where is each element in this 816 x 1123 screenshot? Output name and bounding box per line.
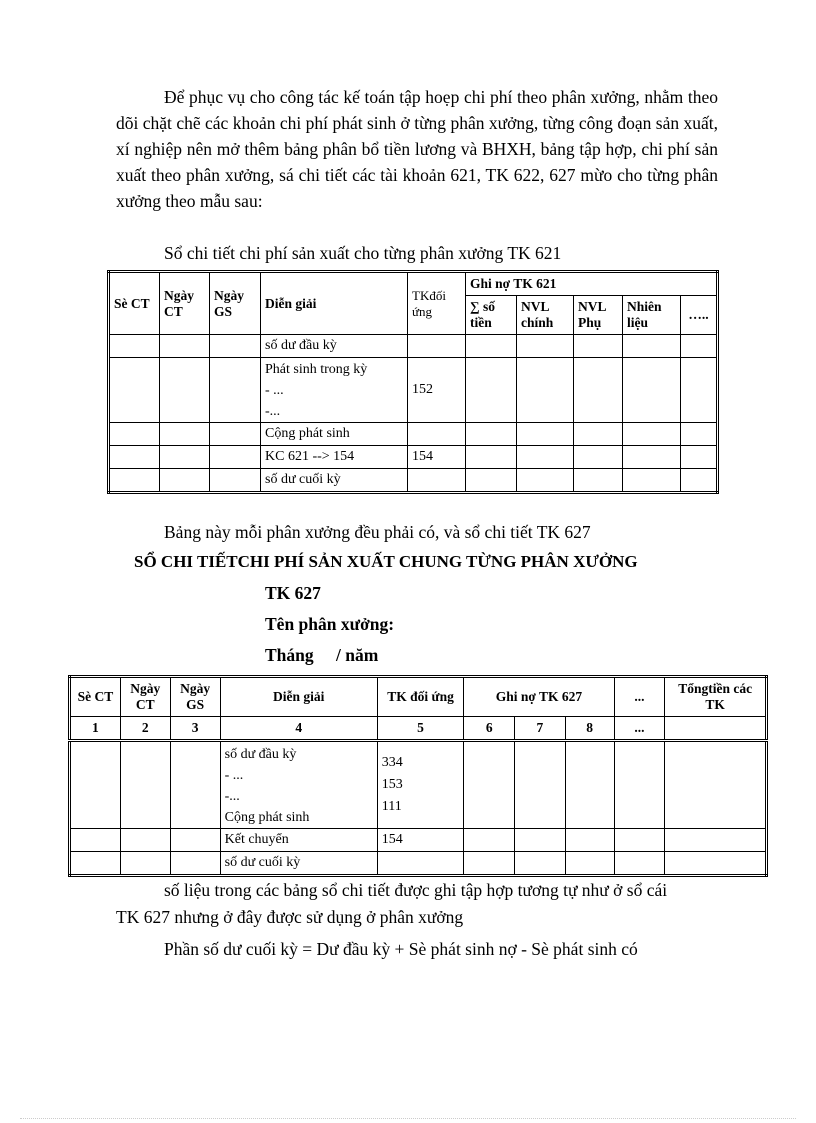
row-arising-label: Phát sinh trong kỳ xyxy=(265,361,368,377)
workshop-name-label: Tên phân xưởng: xyxy=(265,614,395,634)
header-nvl-phu: NVL Phụ xyxy=(574,296,623,335)
table-row xyxy=(109,423,718,446)
table-row xyxy=(109,469,718,493)
table-row xyxy=(70,829,767,852)
col-number: 3 xyxy=(170,717,220,741)
footer-line1: số liệu trong các bảng sổ chi tiết được ghi tập hợp tương tự như ở sổ cái xyxy=(164,880,668,900)
header-dien-giai: Diễn giải xyxy=(220,677,377,717)
row-transfer: KC 621 --> 154 xyxy=(261,446,408,469)
header-sum: ∑ số tiền xyxy=(466,296,517,335)
table-note: Bảng này mỗi phân xưởng đều phải có, và sổ chi tiết TK 627 xyxy=(164,522,591,542)
row-total-arising: Cộng phát sinh xyxy=(224,810,310,825)
row-opening-balance: số dư đầu kỳ xyxy=(224,747,297,762)
col-number: 5 xyxy=(377,717,464,741)
row-arising-tk: 152 xyxy=(408,358,466,423)
row-transfer-tk: 154 xyxy=(408,446,466,469)
header-dots: ... xyxy=(614,677,665,717)
table-row xyxy=(109,335,718,358)
header-tong-tien: Tổngtiền các TK xyxy=(665,677,767,717)
header-ngay-ct: Ngày CT xyxy=(160,272,210,335)
row-transfer-tk: 154 xyxy=(377,829,464,852)
row-arising-item1: - ... xyxy=(265,382,284,398)
row-total-arising: Cộng phát sinh xyxy=(261,423,408,446)
month-label: Tháng xyxy=(265,645,314,665)
table-tk627 xyxy=(68,675,768,877)
row-tk-334: 334 xyxy=(381,755,403,770)
header-tk-doi-ung: TKđối ứng xyxy=(408,272,466,335)
row-item1: - ... xyxy=(224,768,244,783)
header-ghi-no: Ghi nợ TK 627 xyxy=(464,677,614,717)
col-number: 2 xyxy=(120,717,170,741)
col-number: 8 xyxy=(565,717,614,741)
page-edge-divider xyxy=(20,1118,796,1119)
section-tk: TK 627 xyxy=(265,583,321,603)
table-tk621 xyxy=(107,270,719,494)
header-tk-doi-ung: TK đối ứng xyxy=(377,677,464,717)
header-ghi-no: Ghi nợ TK 621 xyxy=(466,272,718,296)
intro-paragraph: Để phục vụ cho công tác kế toán tập hoẹp chi phí theo phân xưởng, nhằm theo dõi chặt chẽ các khoản chi phí phát sinh ở từng phân xưởng, từng công đoạn sản xuất, xí nghiệp nên mở thêm bảng phân bổ tiền lương và BHXH, bảng tập hợp, chi phí sản xuất theo phân xưởng, sá chi tiết các tài khoản 621, TK 622, 627 mừo cho từng phân xưởng theo mẫu sau: xyxy=(116,87,718,211)
section-title: SỔ CHI TIẾTCHI PHÍ SẢN XUẤT CHUNG TỪNG PHÂN XƯỞNG xyxy=(134,552,638,571)
header-dien-giai: Diễn giải xyxy=(261,272,408,335)
table1-caption: Sổ chi tiết chi phí sản xuất cho từng phân xưởng TK 621 xyxy=(164,243,562,263)
header-ngay-gs: Ngày GS xyxy=(170,677,220,717)
col-number: 1 xyxy=(70,717,121,741)
table-row xyxy=(70,741,767,829)
header-ngay-gs: Ngày GS xyxy=(210,272,261,335)
table-row xyxy=(109,358,718,423)
footer-line2: TK 627 nhưng ở đây được sử dụng ở phân xưởng xyxy=(116,907,464,927)
header-ngay-ct: Ngày CT xyxy=(120,677,170,717)
header-nhien-lieu: Nhiên liệu xyxy=(623,296,681,335)
column-number-row xyxy=(70,717,767,741)
table-row xyxy=(109,446,718,469)
table-row xyxy=(70,852,767,876)
row-opening-balance: số dư đầu kỳ xyxy=(261,335,408,358)
row-closing-balance: số dư cuối kỳ xyxy=(261,469,408,493)
row-item2: -... xyxy=(224,789,240,804)
header-se-ct: Sè CT xyxy=(70,677,121,717)
col-number: ... xyxy=(614,717,665,741)
footer-formula: Phần số dư cuối kỳ = Dư đầu kỳ + Sè phát sinh nợ - Sè phát sinh có xyxy=(164,939,638,959)
col-number: 7 xyxy=(515,717,566,741)
row-tk-111: 111 xyxy=(381,799,402,814)
row-closing-balance: số dư cuối kỳ xyxy=(220,852,377,876)
header-more: ….. xyxy=(681,296,718,335)
col-number: 6 xyxy=(464,717,515,741)
row-transfer: Kết chuyển xyxy=(220,829,377,852)
row-arising-item2: -... xyxy=(265,403,281,419)
row-tk-153: 153 xyxy=(381,777,403,792)
col-number: 4 xyxy=(220,717,377,741)
header-nvl-chinh: NVL chính xyxy=(517,296,574,335)
year-label: / năm xyxy=(336,645,379,665)
header-se-ct: Sè CT xyxy=(109,272,160,335)
